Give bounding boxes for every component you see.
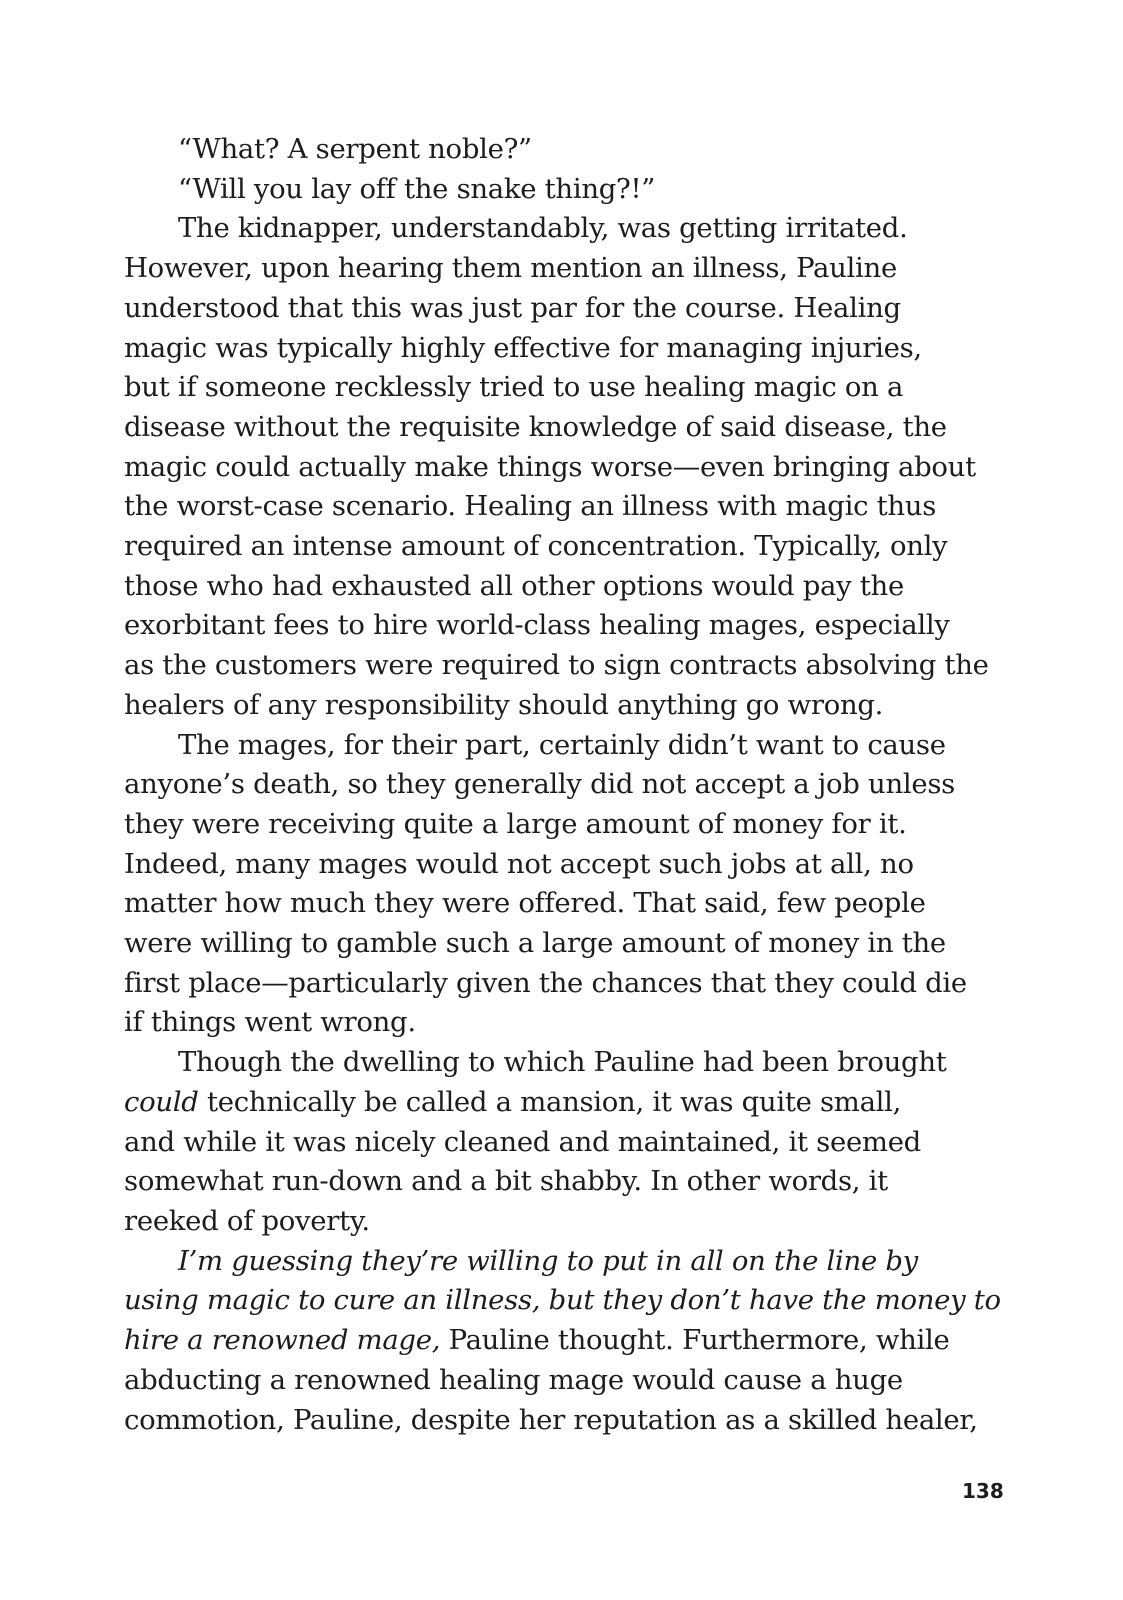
text-line: “Will you lay off the snake thing?!”: [178, 172, 656, 205]
text-line: and while it was nicely cleaned and maintained, it seemed: [124, 1125, 921, 1158]
text-line: they were receiving quite a large amount of money for it.: [124, 807, 907, 840]
text-line: The kidnapper, understandably, was getting irritated.: [178, 212, 908, 245]
text-line: could technically be called a mansion, it was quite small,: [124, 1085, 902, 1118]
text-line: [124, 1242, 1004, 1282]
text-line: anyone’s death, so they generally did not accept a job unless: [124, 768, 955, 801]
text-line: The mages, for their part, certainly didn’t want to cause: [178, 728, 946, 761]
italic-text: I’m guessing they’re willing to put in all on the line by: [178, 1244, 918, 1277]
text-line: as the customers were required to sign contracts absolving the: [124, 649, 989, 682]
italic-text: hire a renowned mage,: [124, 1324, 441, 1357]
text-line: healers of any responsibility should anything go wrong.: [124, 688, 884, 721]
text-line: understood that this was just par for the course. Healing: [124, 291, 901, 324]
text-line: However, upon hearing them mention an illness, Pauline: [124, 252, 897, 285]
text-line: hire a renowned mage, Pauline thought. Furthermore, while: [124, 1324, 950, 1357]
text-line: magic could actually make things worse—even bringing about: [124, 450, 976, 483]
text-line: Though the dwelling to which Pauline had been brought: [178, 1046, 947, 1079]
page-body-text: [124, 130, 1004, 1440]
text-line: exorbitant fees to hire world-class healing mages, especially: [124, 609, 950, 642]
text-line: those who had exhausted all other options would pay the: [124, 569, 904, 602]
text-line: commotion, Pauline, despite her reputation as a skilled healer,: [124, 1403, 978, 1436]
text-line: but if someone recklessly tried to use healing magic on a: [124, 371, 904, 404]
text-line: matter how much they were offered. That said, few people: [124, 887, 926, 920]
text-line: abducting a renowned healing mage would cause a huge: [124, 1363, 903, 1396]
text-line: the worst-case scenario. Healing an illness with magic thus: [124, 490, 937, 523]
text-line: somewhat run-down and a bit shabby. In other words, it: [124, 1165, 888, 1198]
text-line: first place—particularly given the chances that they could die: [124, 966, 967, 999]
text-line: Indeed, many mages would not accept such jobs at all, no: [124, 847, 914, 880]
italic-text: could: [124, 1085, 199, 1118]
text-line: disease without the requisite knowledge of said disease, the: [124, 410, 947, 443]
text-line: magic was typically highly effective for managing injuries,: [124, 331, 922, 364]
text-line: “What? A serpent noble?”: [178, 133, 532, 165]
italic-text: using magic to cure an illness, but they don’t have the money to: [124, 1284, 1001, 1317]
text-line: required an intense amount of concentration. Typically, only: [124, 530, 948, 563]
text-line: reeked of poverty.: [124, 1204, 370, 1237]
text-line: if things went wrong.: [124, 1006, 416, 1039]
page-number: 138: [962, 1479, 1004, 1503]
text-line: were willing to gamble such a large amount of money in the: [124, 927, 946, 960]
text-line: [124, 1281, 1004, 1321]
